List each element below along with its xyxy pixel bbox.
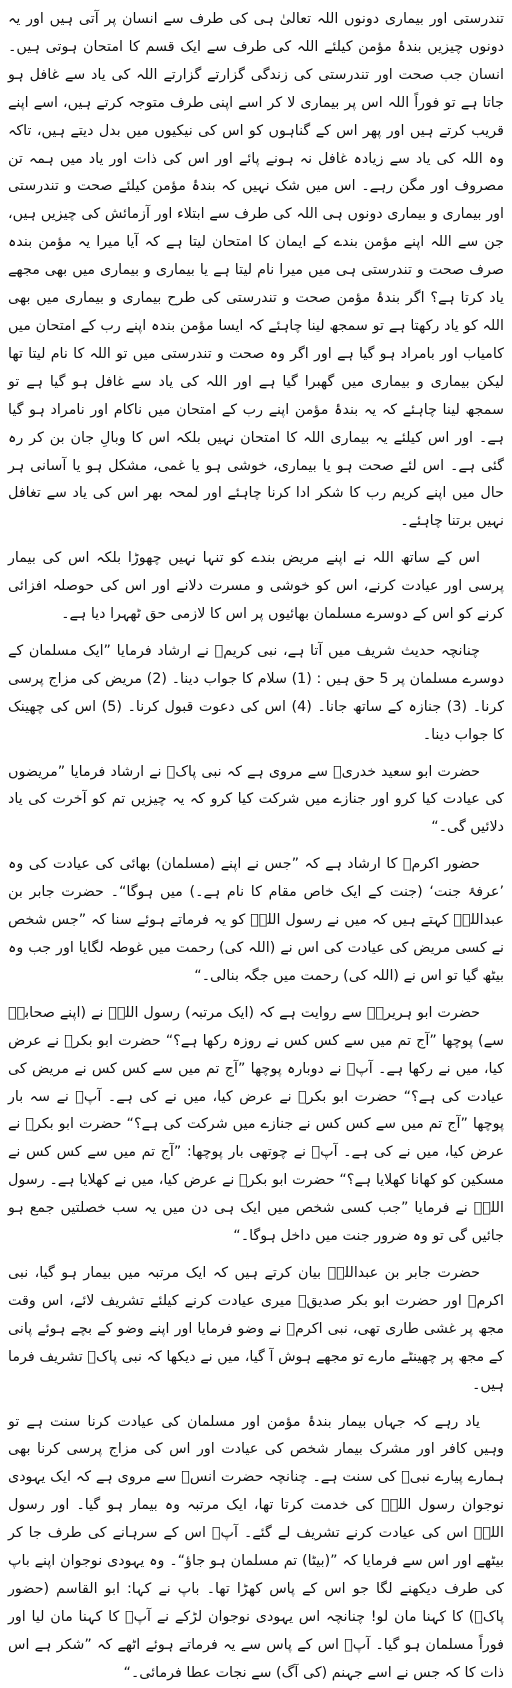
paragraph-right-of-patient: اس کے ساتھ اللہ نے اپنے مریض بندے کو تنہا نہیں چھوڑا بلکہ اس کی بیمار پرسی اور عیادت کرنے، اس کو خوشی و مسرت دلانے اور اس کی حوصلہ افزائی کرنے کو اس کے دوسرے مسلمان بھائیوں پر اس کا لازمی حق ٹھہرا دیا ہے۔ — [8, 550, 504, 623]
paragraph-health-and-illness: تندرستی اور بیماری دونوں اللہ تعالیٰ ہی کی طرف سے انسان پر آتی ہیں اور یہ دونوں چیزیں بندۂ مؤمن کیلئے اللہ کی طرف سے ایک قسم کا امتحان ہوتی ہیں۔ انسان جب صحت اور تندرستی کی زندگی گزارتے گزارتے اللہ کی یاد سے غافل ہو جاتا ہے تو فوراً اللہ اس پر بیماری لا کر اسے اپنی طرف متوجہ کرتے ہیں، اسے اپنے قریب کرتے ہیں اور پھر اس کے گناہوں کو اس کی نیکیوں میں بدل دیتے ہیں، تاکہ وہ اللہ کی یاد سے زیادہ غافل نہ ہونے پائے اور اس کی ذات اور یاد میں ہمہ تن مصروف اور مگن رہے۔ اس میں شک نہیں کہ بندۂ مؤمن کیلئے صحت و تندرستی اور بیماری و بیماری دونوں ہی اللہ کی طرف سے ابتلاء اور آزمائش کی چیزیں ہیں، جن سے اللہ اپنے مؤمن بندے کے ایمان کا امتحان لیتا ہے کہ آیا میرا یہ مؤمن بندہ صرف صحت و تندرستی ہی میں میرا نام لیتا ہے یا بیماری و بیماری میں بھی مجھے یاد کرتا ہے؟ اگر بندۂ مؤمن صحت و تندرستی کی طرح بیماری و بیماری میں بھی اللہ کو یاد رکھتا ہے تو سمجھ لینا چاہئے کہ ایسا مؤمن بندہ اپنے رب کے امتحان میں کامیاب اور بامراد ہو گیا ہے اور اگر وہ صحت و تندرستی میں تو اللہ کا نام لیتا تھا لیکن بیماری و بیماری میں گھبرا گیا ہے اور اللہ کی یاد سے غافل ہو گیا ہے تو سمجھ لینا چاہئے کہ یہ بندۂ مؤمن اپنے رب کے امتحان میں ناکام اور نامراد ہو گیا ہے۔ اور اس کیلئے یہ بیماری اللہ کا امتحان نہیں بلکہ اس کا وبالِ جان بن کر رہ گئی ہے۔ اس لئے صحت ہو یا بیماری، خوشی ہو یا غمی، مشکل ہو یا آسانی ہر حال میں اپنے کریم رب کا شکر ادا کرنا چاہئے اور لمحہ بھر اس کی یاد سے تغافل نہیں برتنا چاہئے۔ — [8, 11, 504, 530]
paragraph-abu-saeed-hadith: حضرت ابو سعید خدریؓ سے مروی ہے کہ نبی پاکؐ نے ارشاد فرمایا ”مریضوں کی عیادت کیا کرو اور جنازے میں شرکت کیا کرو کہ یہ چیزیں تم کو آخرت کی یاد دلائیں گی۔“ — [8, 763, 504, 836]
paragraph-abu-hurairah-hadith: حضرت ابو ہریرہؓ سے روایت ہے کہ (ایک مرتبہ) رسول اللہؐ نے (اپنے صحابہؓ سے) پوچھا ”آج تم میں سے کس کس نے روزہ رکھا ہے؟“ حضرت ابو بکرؓ نے عرض کیا، میں نے رکھا ہے۔ آپؐ نے دوبارہ پوچھا ”آج تم میں سے کس کس نے مریض کی عیادت کی ہے؟“ حضرت ابو بکرؓ نے عرض کیا، میں نے کی ہے۔ آپؐ نے سہ بار پوچھا ”آج تم میں سے کس کس نے جنازے میں شرکت کی ہے؟“ حضرت ابو بکرؓ نے عرض کیا، میں نے کی ہے۔ آپؐ نے چوتھی بار پوچھا: ”آج تم میں سے کس کس نے مسکین کو کھانا کھلایا ہے؟“ حضرت ابو بکرؓ نے عرض کیا، میں نے کھلایا ہے۔ رسول اللہؐ نے فرمایا ”جب کسی شخص میں ایک ہی دن میں یہ سب خصلتیں جمع ہو جائیں گی تو وہ ضرور جنت میں داخل ہوگا۔“ — [8, 1004, 504, 1245]
paragraph-five-rights-hadith: چنانچہ حدیث شریف میں آتا ہے، نبی کریمؐ نے ارشاد فرمایا ”ایک مسلمان کے دوسرے مسلمان پر 5 حق ہیں : (1) سلام کا جواب دینا۔ (2) مریض کی مزاج پرسی کرنا۔ (3) جنازہ کے ساتھ جانا۔ (4) اس کی دعوت قبول کرنا۔ (5) اس کی چھینک کا جواب دینا۔ — [8, 642, 505, 743]
paragraph-jewish-youth: یاد رہے کہ جہاں بیمار بندۂ مؤمن اور مسلمان کی عیادت کرنا سنت ہے تو وہیں کافر اور مشرک بیمار شخص کی عیادت اور اس کی مزاج پرسی کرنا بھی ہمارے پیارے نبیؐ کی سنت ہے۔ چنانچہ حضرت انسؓ سے مروی ہے کہ ایک یہودی نوجوان رسول اللہؐ کی خدمت کرتا تھا، ایک مرتبہ وہ بیمار ہو گیا۔ اور رسول اللہؐ اس کی عیادت کرنے تشریف لے گئے۔ آپؐ اس کے سرہانے کی طرف جا کر بیٹھے اور اس سے فرمایا کہ ”(بیٹا) تم مسلمان ہو جاؤ“۔ وہ یہودی نوجوان اپنے باپ کی طرف دیکھنے لگا جو اس کے پاس کھڑا تھا۔ باپ نے کہا: ابو القاسم (حضور پاکؐ) کا کہنا مان لو! چنانچہ اس یہودی نوجوان لڑکے نے آپؐ کا کہنا مان لیا اور فوراً مسلمان ہو گیا۔ آپؐ اس کے پاس سے یہ فرماتے ہوئے اٹھے کہ ”شکر ہے اس ذات کا کہ جس نے اسے جہنم (کی آگ) سے نجات عطا فرمائی۔“ — [8, 1413, 504, 1681]
paragraph-jabir-hadith: حضور اکرمؐ کا ارشاد ہے کہ ”جس نے اپنے (مسلمان) بھائی کی عیادت کی وہ ’عرفۂ جنت‘ (جنت کے ایک خاص مقام کا نام ہے۔) میں ہوگا“۔ حضرت جابر بن عبداللہؓ کہتے ہیں کہ میں نے رسول اللہؐ کو یہ فرماتے ہوئے سنا کہ ”جس شخص نے کسی مریض کی عیادت کی اس نے (اللہ کی) رحمت میں غوطہ لگایا اور جب وہ بیٹھ گیا تو اس نے (اللہ کی) رحمت میں جگہ بنالی۔“ — [8, 856, 504, 984]
paragraph-jabir-illness: حضرت جابر بن عبداللہؓ بیان کرتے ہیں کہ ایک مرتبہ میں بیمار ہو گیا، نبی اکرمؐ اور حضرت ابو بکر صدیقؓ میری عیادت کرنے کیلئے تشریف لائے، اس وقت مجھ پر غشی طاری تھی، نبی اکرمؐ نے وضو فرمایا اور اپنے وضو کے بچے ہوئے پانی کے مجھ پر چھینٹے مارے تو مجھے ہوش آ گیا، میں نے دیکھا کہ نبی پاکؐ تشریف فرما ہیں۔ — [8, 1264, 504, 1393]
